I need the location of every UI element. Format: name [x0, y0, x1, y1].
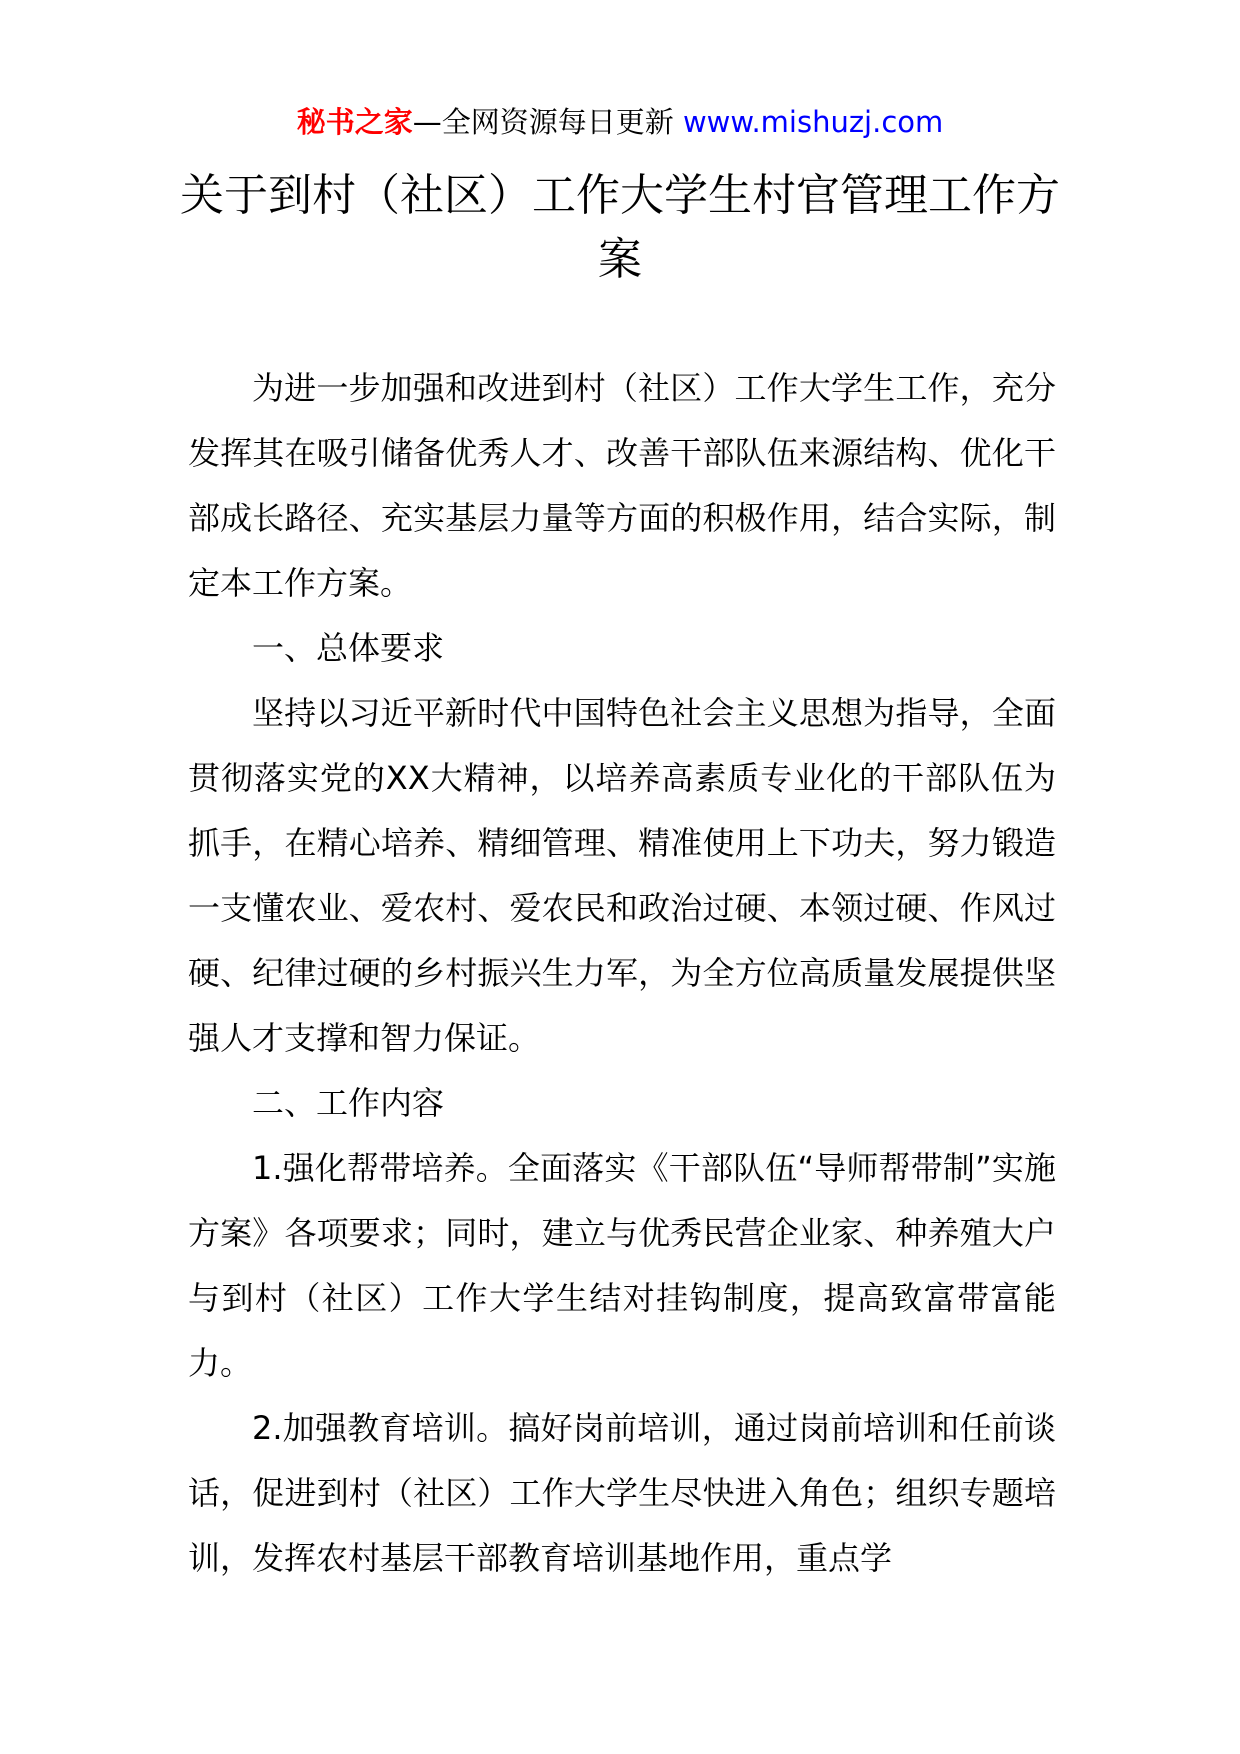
body-paragraph: 2.加强教育培训。搞好岗前培训，通过岗前培训和任前谈话，促进到村（社区）工作大学生尽快进入角色；组织专题培训，发挥农村基层干部教育培训基地作用，重点学: [188, 1409, 1056, 1577]
site-url[interactable]: www.mishuzj.com: [682, 105, 944, 139]
site-slogan: —全网资源每日更新: [412, 105, 683, 139]
section-heading-1: 一、总体要求: [252, 629, 445, 667]
site-header: [0, 100, 1240, 144]
body-paragraph: 1.强化帮带培养。全面落实《干部队伍“导师帮带制”实施方案》各项要求；同时，建立与优秀民营企业家、种养殖大户与到村（社区）工作大学生结对挂钩制度，提高致富带富能力。: [188, 1149, 1056, 1382]
intro-paragraph: 为进一步加强和改进到村（社区）工作大学生工作，充分发挥其在吸引储备优秀人才、改善干部队伍来源结构、优化干部成长路径、充实基层力量等方面的积极作用，结合实际，制定本工作方案。: [188, 369, 1056, 602]
document-body: [188, 356, 1056, 1591]
section-heading-2: 二、工作内容: [252, 1084, 445, 1122]
body-paragraph: 坚持以习近平新时代中国特色社会主义思想为指导，全面贯彻落实党的XX大精神，以培养高素质专业化的干部队伍为抓手，在精心培养、精细管理、精准使用上下功夫，努力锻造一支懂农业、爱农村、爱农民和政治过硬、本领过硬、作风过硬、纪律过硬的乡村振兴生力军，为全方位高质量发展提供坚强人才支撑和智力保证。: [188, 694, 1056, 1057]
site-brand: 秘书之家: [296, 105, 413, 139]
document-title: 关于到村（社区）工作大学生村官管理工作方案: [180, 170, 1060, 285]
